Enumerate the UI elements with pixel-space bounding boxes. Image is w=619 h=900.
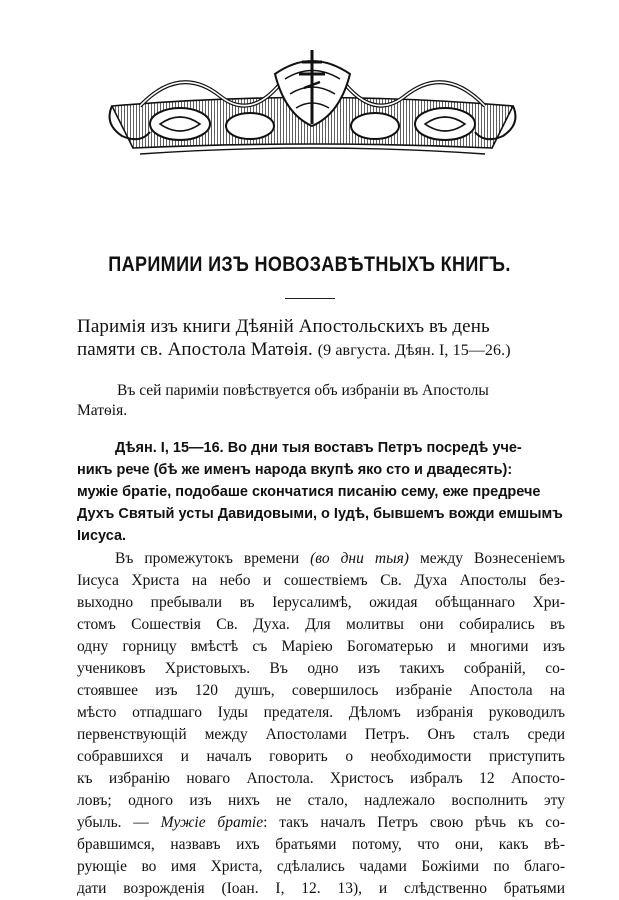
body-line: бравшимся, назвавъ ихъ братьями потому, что они, какъ вѣ- xyxy=(77,836,565,853)
headpiece-ornament xyxy=(100,44,525,164)
body-line: собравшихся и началъ говорить о необходимости приступить xyxy=(77,748,565,765)
body-line: мѣсто отпадшаго Іуды предателя. Дѣломъ избранія руководилъ xyxy=(77,704,565,721)
body-text: Въ промежутокъ времени xyxy=(115,550,300,567)
body-line: учениковъ Христовыхъ. Въ одно изъ такихъ собраній, со- xyxy=(77,660,565,677)
intro-paragraph xyxy=(77,381,562,421)
body-text: между Вознесеніемъ xyxy=(419,550,566,567)
body-line: стоявшее изъ 120 душъ, совершилось избраніе Апостола на xyxy=(77,682,565,699)
heading-line xyxy=(77,338,577,362)
body-line: къ избранію новаго Апостола. Христосъ избралъ 12 Апосто- xyxy=(77,770,565,787)
scripture-line: Іисуса. xyxy=(77,528,127,544)
heading-reference: (9 августа. Дѣян. I, 15—26.) xyxy=(317,342,511,359)
body-line: дати возрожденія (Іоан. I, 12. 13), и слѣдственно братьями xyxy=(77,880,565,897)
body-line: одну горницу вмѣстѣ съ Маріею Богоматерью и многими изъ xyxy=(77,638,565,655)
body-line: стомъ Сошествія Св. Духа. Для молитвы они собирались въ xyxy=(77,616,565,633)
italic-quote: Мужіе братіе xyxy=(160,814,264,831)
intro-line: Въ сей паримiи повѣствуется объ избраніи въ Апостолы xyxy=(117,382,489,399)
body-line: Іисуса Христа на небо и сошествіемъ Св. Духа Апостолы без- xyxy=(77,572,565,589)
body-line xyxy=(77,548,565,570)
body-text: : такъ началъ Петръ свою рѣчь къ со- xyxy=(263,814,566,831)
body-line: выходно пребывали въ Іерусалимѣ, ожидая обѣщаннаго Хри- xyxy=(77,594,565,611)
scripture-line: Дѣян. I, 15—16. Во дни тыя воставъ Петръ посредѣ уче- xyxy=(115,440,522,456)
commentary-body xyxy=(77,548,565,900)
scripture-text xyxy=(77,437,565,547)
body-line: ловъ; одного изъ нихъ не стало, надлежало восполнить эту xyxy=(77,792,565,809)
body-line: рующіе во имя Христа, сдѣлались чадами Божіими по благо- xyxy=(77,858,565,875)
scripture-line: Духъ Святый усты Давидовыми, о Іудѣ, бывшемъ вожди емшымъ xyxy=(77,506,563,522)
body-line xyxy=(77,812,565,834)
italic-quote: (во дни тыя) xyxy=(310,550,409,567)
body-line: первенствующій между Апостолами Петръ. Онъ сталъ среди xyxy=(77,726,565,743)
scripture-line: мужіе братіе, подобаше скончатися писанію сему, еже предрече xyxy=(77,484,541,500)
heading-main: памяти св. Апостола Матѳія. xyxy=(77,339,313,360)
heading-line: Паримія изъ книги Дѣяній Апостольскихъ въ день xyxy=(77,316,490,337)
scripture-line: никъ рече (бѣ же именъ народа вкупѣ яко сто и двадесять): xyxy=(77,462,513,478)
main-title: ПАРИМИИ ИЗЪ НОВОЗАВѢТНЫХЪ КНИГЪ. xyxy=(108,253,511,276)
intro-line: Матѳія. xyxy=(77,402,128,419)
title-divider xyxy=(285,298,335,299)
section-heading xyxy=(77,315,577,362)
body-text: убыль. — xyxy=(77,814,149,831)
